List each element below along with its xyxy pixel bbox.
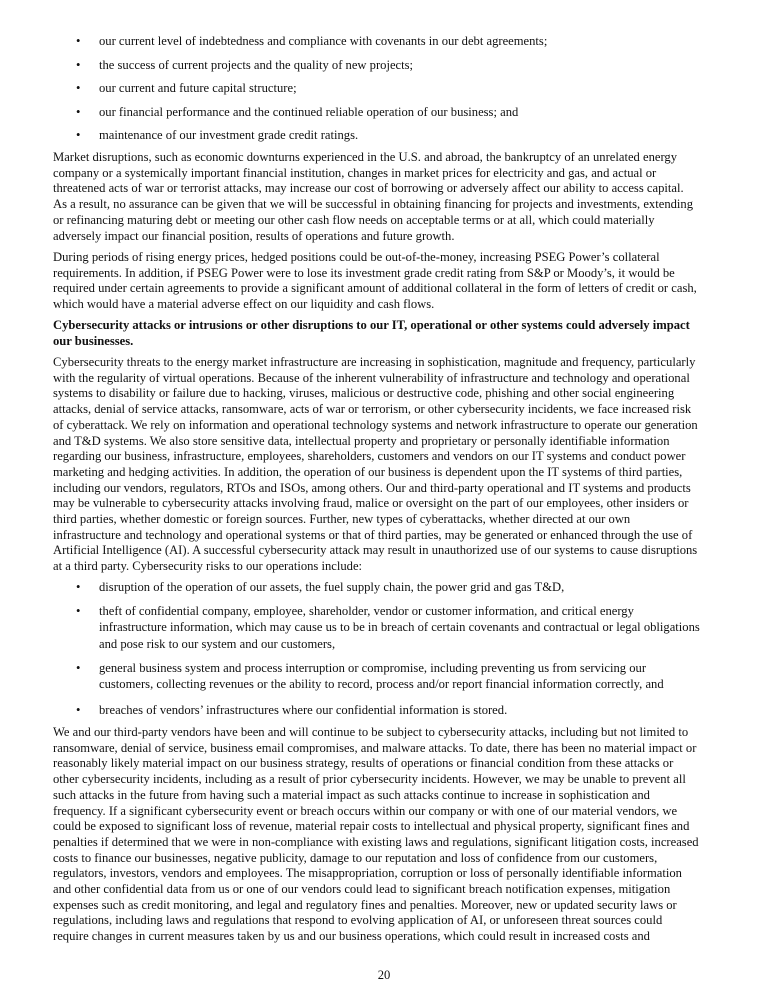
text-line: with the regularity of virtual operations. Because of the inherent vulnerability of infrastructure and technology and operational [53,370,690,385]
text-line: and T&D systems. We also store sensitive data, intellectual property and proprietary or personally identifiable information [53,433,670,448]
text-line: requirements. In addition, if PSEG Power were to lose its investment grade credit rating from S&P or Moody’s, it would be [53,265,675,280]
bullet-text [99,57,413,73]
bullet-text [99,80,297,96]
text-line: Cybersecurity attacks or intrusions or other disruptions to our IT, operational or other systems could adversely impact [53,318,690,332]
text-line: attacks, denial of service attacks, ransomware, acts of war or terrorism, or other cybersecurity incidents, we face increased risk [53,402,692,417]
text-line: required under certain agreements to provide a significant amount of additional collateral in the form of letters of credit or cash, [53,281,697,296]
text-line: other cybersecurity incidents, including as a result of prior cybersecurity incidents. However, we may be unable to prevent all [53,772,686,787]
page-number: 20 [377,968,391,982]
text-line: disruption of the operation of our assets, the fuel supply chain, the power grid and gas T&D, [99,580,565,594]
text-line: of cyberattack. We rely on information and operational technology systems and network infrastructure to operate our generation [53,417,698,432]
text-line: We and our third-party vendors have been and will continue to be subject to cybersecurity attacks, including but not limited to [53,725,689,739]
text-line: regulations, including laws and regulations that respond to evolving application of AI, or unforeseen threat sources could [53,913,663,928]
text-line: such attacks in the future from having such a material impact as such attacks continue to increase in sophistication and [53,787,650,802]
bullet-icon: • [76,703,81,717]
text-line: frequency. If a significant cybersecurity event or breach occurs within our company or with one of our material vendors, we [53,803,678,818]
bullet-icon: • [76,81,81,95]
bullet-text [99,104,518,120]
text-line: maintenance of our investment grade credit ratings. [99,128,359,142]
bullet-icon: • [76,580,81,594]
text-line: Artificial Intelligence (AI). A successful cybersecurity attack may result in unauthorized use of our systems to cause disruptions [53,543,698,558]
bullet-text [99,579,564,595]
text-line: adversely impact our financial position, results of operations and future growth. [53,228,455,243]
text-line: company or a systemically important financial institution, changes in market prices for electricity and gas, and actual or [53,165,657,180]
section-heading-cybersecurity [53,318,690,349]
paragraph-market-disruptions [53,150,693,244]
text-line: During periods of rising energy prices, hedged positions could be out-of-the-money, increasing PSEG Power’s collateral [53,250,660,264]
text-line: our current and future capital structure; [99,81,297,95]
bullet-icon: • [76,128,81,142]
text-line: systems to disability or failure due to hacking, viruses, malicious or destructive code, phishing and other social engineering [53,386,675,401]
text-line: ransomware, denial of service, business email compromises, and malware attacks. To date, there has been no material impact or [53,740,697,755]
bullet-text [99,660,664,693]
text-line: infrastructure information, which may cause us to be in breach of certain covenants and contractual or legal obligations [99,620,700,635]
text-line: As a result, no assurance can be given that we will be successful in obtaining financing for projects and investments, extending [53,197,694,212]
text-line: regulators, investors, vendors and employees. The misappropriation, corruption or loss of personally identifiable information [53,866,682,881]
bullet-text [99,127,358,143]
paragraph-third-party-vendors [53,725,699,945]
text-line: expenses such as credit monitoring, and legal and regulatory fines and penalties. Moreover, new or updated security laws or [53,897,677,912]
bullet-icon: • [76,604,81,618]
text-line: and pose risk to our system and our customers, [99,636,336,651]
text-line: breaches of vendors’ infrastructures where our confidential information is stored. [99,703,508,717]
text-line: and other confidential data from us or one of our vendors could lead to significant breach notification expenses, mitigation [53,882,671,897]
text-line: customers, collecting revenues or the ability to record, process and/or report financial information correctly, and [99,677,664,692]
text-line: third parties, whether domestic or foreign sources. Further, new types of cyberattacks, whether directed at our own [53,512,631,527]
text-line: Market disruptions, such as economic downturns experienced in the U.S. and abroad, the bankruptcy of an unrelated energy [53,150,678,164]
text-line: including our vendors, regulators, RTOs and ISOs, among others. Our and third-party operational and IT systems and products [53,480,691,495]
paragraph-cybersecurity-threats [53,355,698,575]
text-line: our financial performance and the continued reliable operation of our business; and [99,105,519,119]
text-line: or refinancing maturing debt or meeting our other cash flow needs on acceptable terms or at all, which could materially [53,212,655,227]
text-line: threatened acts of war or terrorist attacks, may increase our cost of borrowing or adversely affect our ability to access capital. [53,181,684,196]
bullet-icon: • [76,34,81,48]
text-line: general business system and process interruption or compromise, including preventing us from servicing our [99,661,647,675]
bullet-text [99,702,507,718]
text-line: regarding our business, infrastructure, employees, shareholders, customers and vendors on our IT systems and conduct power [53,449,686,464]
text-line: may be vulnerable to cybersecurity attacks involving fraud, malice or oversight on the part of our employees, other insiders or [53,496,689,511]
text-line: marketing and hedging activities. In addition, the operation of our business is dependent upon the IT systems of third parties, [53,464,683,479]
text-line: theft of confidential company, employee, shareholder, vendor or customer information, and critical energy [99,604,634,618]
text-line: our current level of indebtedness and compliance with covenants in our debt agreements; [99,34,548,48]
paragraph-energy-prices [53,250,697,313]
text-line: require changes in current measures taken by us and our business operations, which could result in increased costs and [53,929,650,944]
bullet-icon: • [76,105,81,119]
text-line: our businesses. [53,333,134,348]
text-line: costs to finance our businesses, negative publicity, damage to our reputation and loss of confidence from our customers, [53,850,658,865]
bullet-icon: • [76,58,81,72]
bullet-icon: • [76,661,81,675]
text-line: infrastructure and technology and operational systems or that of third parties, may be generated or enhanced through the use of [53,527,693,542]
text-line: which would have a material adverse effect on our liquidity and cash flows. [53,297,435,312]
bullet-text [99,33,547,49]
text-line: reasonably likely material impact on our business strategy, results of operations or financial condition from these attacks or [53,756,674,771]
bullet-text [99,603,700,652]
text-line: the success of current projects and the quality of new projects; [99,58,414,72]
text-line: could be exposed to significant loss of revenue, material repair costs to intellectual and physical property, significant fines and [53,819,690,834]
text-line: Cybersecurity threats to the energy market infrastructure are increasing in sophistication, magnitude and frequency, particularly [53,355,696,369]
text-line: penalties if determined that we were in non-compliance with existing laws and regulations, significant litigation costs, increased [53,834,699,849]
text-line: at a third party. Cybersecurity risks to our operations include: [53,559,363,574]
